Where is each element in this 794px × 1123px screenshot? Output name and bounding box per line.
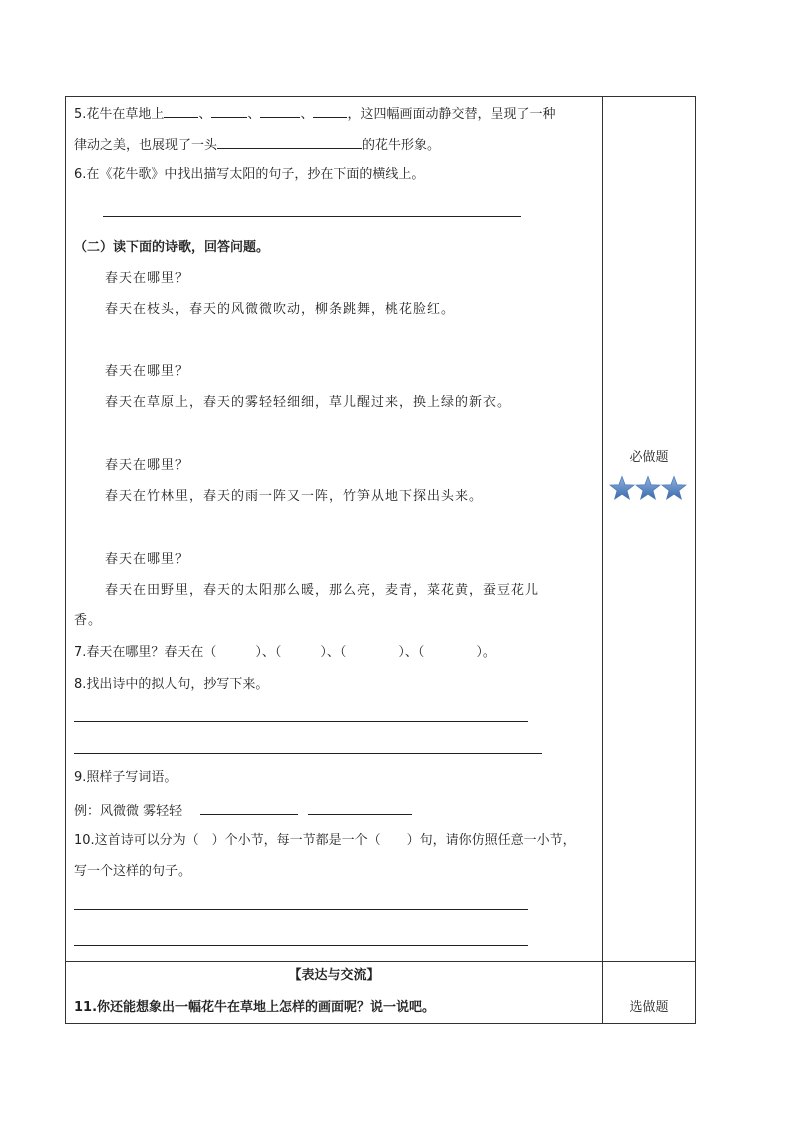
poem-line-1: 春天在枝头，春天的风微微吹动，柳条跳舞，桃花脸红。: [105, 302, 456, 317]
star-icon: [610, 477, 634, 500]
question-11: 11.你还能想象出一幅花牛在草地上怎样的画面呢？说一说吧。: [74, 1000, 436, 1015]
difficulty-stars: [609, 474, 689, 502]
poem-question-2: 春天在哪里？: [105, 364, 190, 379]
column-divider: [602, 97, 603, 1023]
poem-line-3: 春天在竹林里，春天的雨一阵又一阵，竹笋从地下探出头来。: [105, 489, 484, 504]
question-10-line-1: 10.这首诗可以分为（ ）个小节，每一节都是一个（ ）句，请你仿照任意一小节，: [74, 833, 576, 848]
question-9: 9.照样子写词语。: [74, 770, 178, 785]
answer-blank[interactable]: [217, 134, 362, 149]
answer-line[interactable]: [74, 753, 542, 754]
answer-blank[interactable]: [200, 800, 298, 815]
required-label: 必做题: [629, 450, 669, 465]
answer-line[interactable]: [103, 216, 521, 217]
poem-question-3: 春天在哪里？: [105, 458, 190, 473]
answer-blank[interactable]: [164, 103, 198, 118]
section-2-title: （二）读下面的诗歌，回答问题。: [74, 240, 270, 255]
answer-line[interactable]: [74, 721, 528, 722]
optional-label: 选做题: [629, 1000, 669, 1015]
answer-line[interactable]: [74, 945, 528, 946]
star-icon: [662, 477, 686, 500]
question-9-example: 例：风微微 雾轻轻: [74, 800, 412, 822]
star-icon: [636, 477, 660, 500]
answer-blank[interactable]: [313, 103, 347, 118]
poem-line-4b: 香。: [74, 613, 103, 628]
answer-line[interactable]: [74, 909, 528, 910]
poem-line-4a: 春天在田野里，春天的太阳那么暖，那么亮，麦青，菜花黄，蚕豆花儿: [105, 583, 540, 598]
question-8: 8.找出诗中的拟人句，抄写下来。: [74, 677, 269, 692]
question-5-line-2: 律动之美，也展现了一头 的花牛形象。: [74, 134, 440, 156]
row-divider: [66, 961, 695, 962]
expression-title: 【表达与交流】: [288, 968, 380, 983]
poem-line-2: 春天在草原上，春天的雾轻轻细细，草儿醒过来，换上绿的新衣。: [105, 395, 512, 410]
poem-question-4: 春天在哪里？: [105, 552, 190, 567]
question-6: 6.在《花牛歌》中找出描写太阳的句子，抄在下面的横线上。: [74, 167, 425, 182]
worksheet-table: [65, 96, 696, 1024]
poem-question-1: 春天在哪里？: [105, 271, 190, 286]
answer-blank[interactable]: [308, 800, 412, 815]
answer-blank[interactable]: [211, 103, 247, 118]
answer-blank[interactable]: [260, 103, 300, 118]
question-10-line-2: 写一个这样的句子。: [74, 864, 192, 879]
question-7: 7.春天在哪里？春天在（ ）、（ ）、（ ）、（ ）。: [74, 645, 496, 660]
question-5-line-1: 5.花牛在草地上 、 、 、 ，这四幅画面动静交替，呈现了一种: [74, 103, 555, 125]
